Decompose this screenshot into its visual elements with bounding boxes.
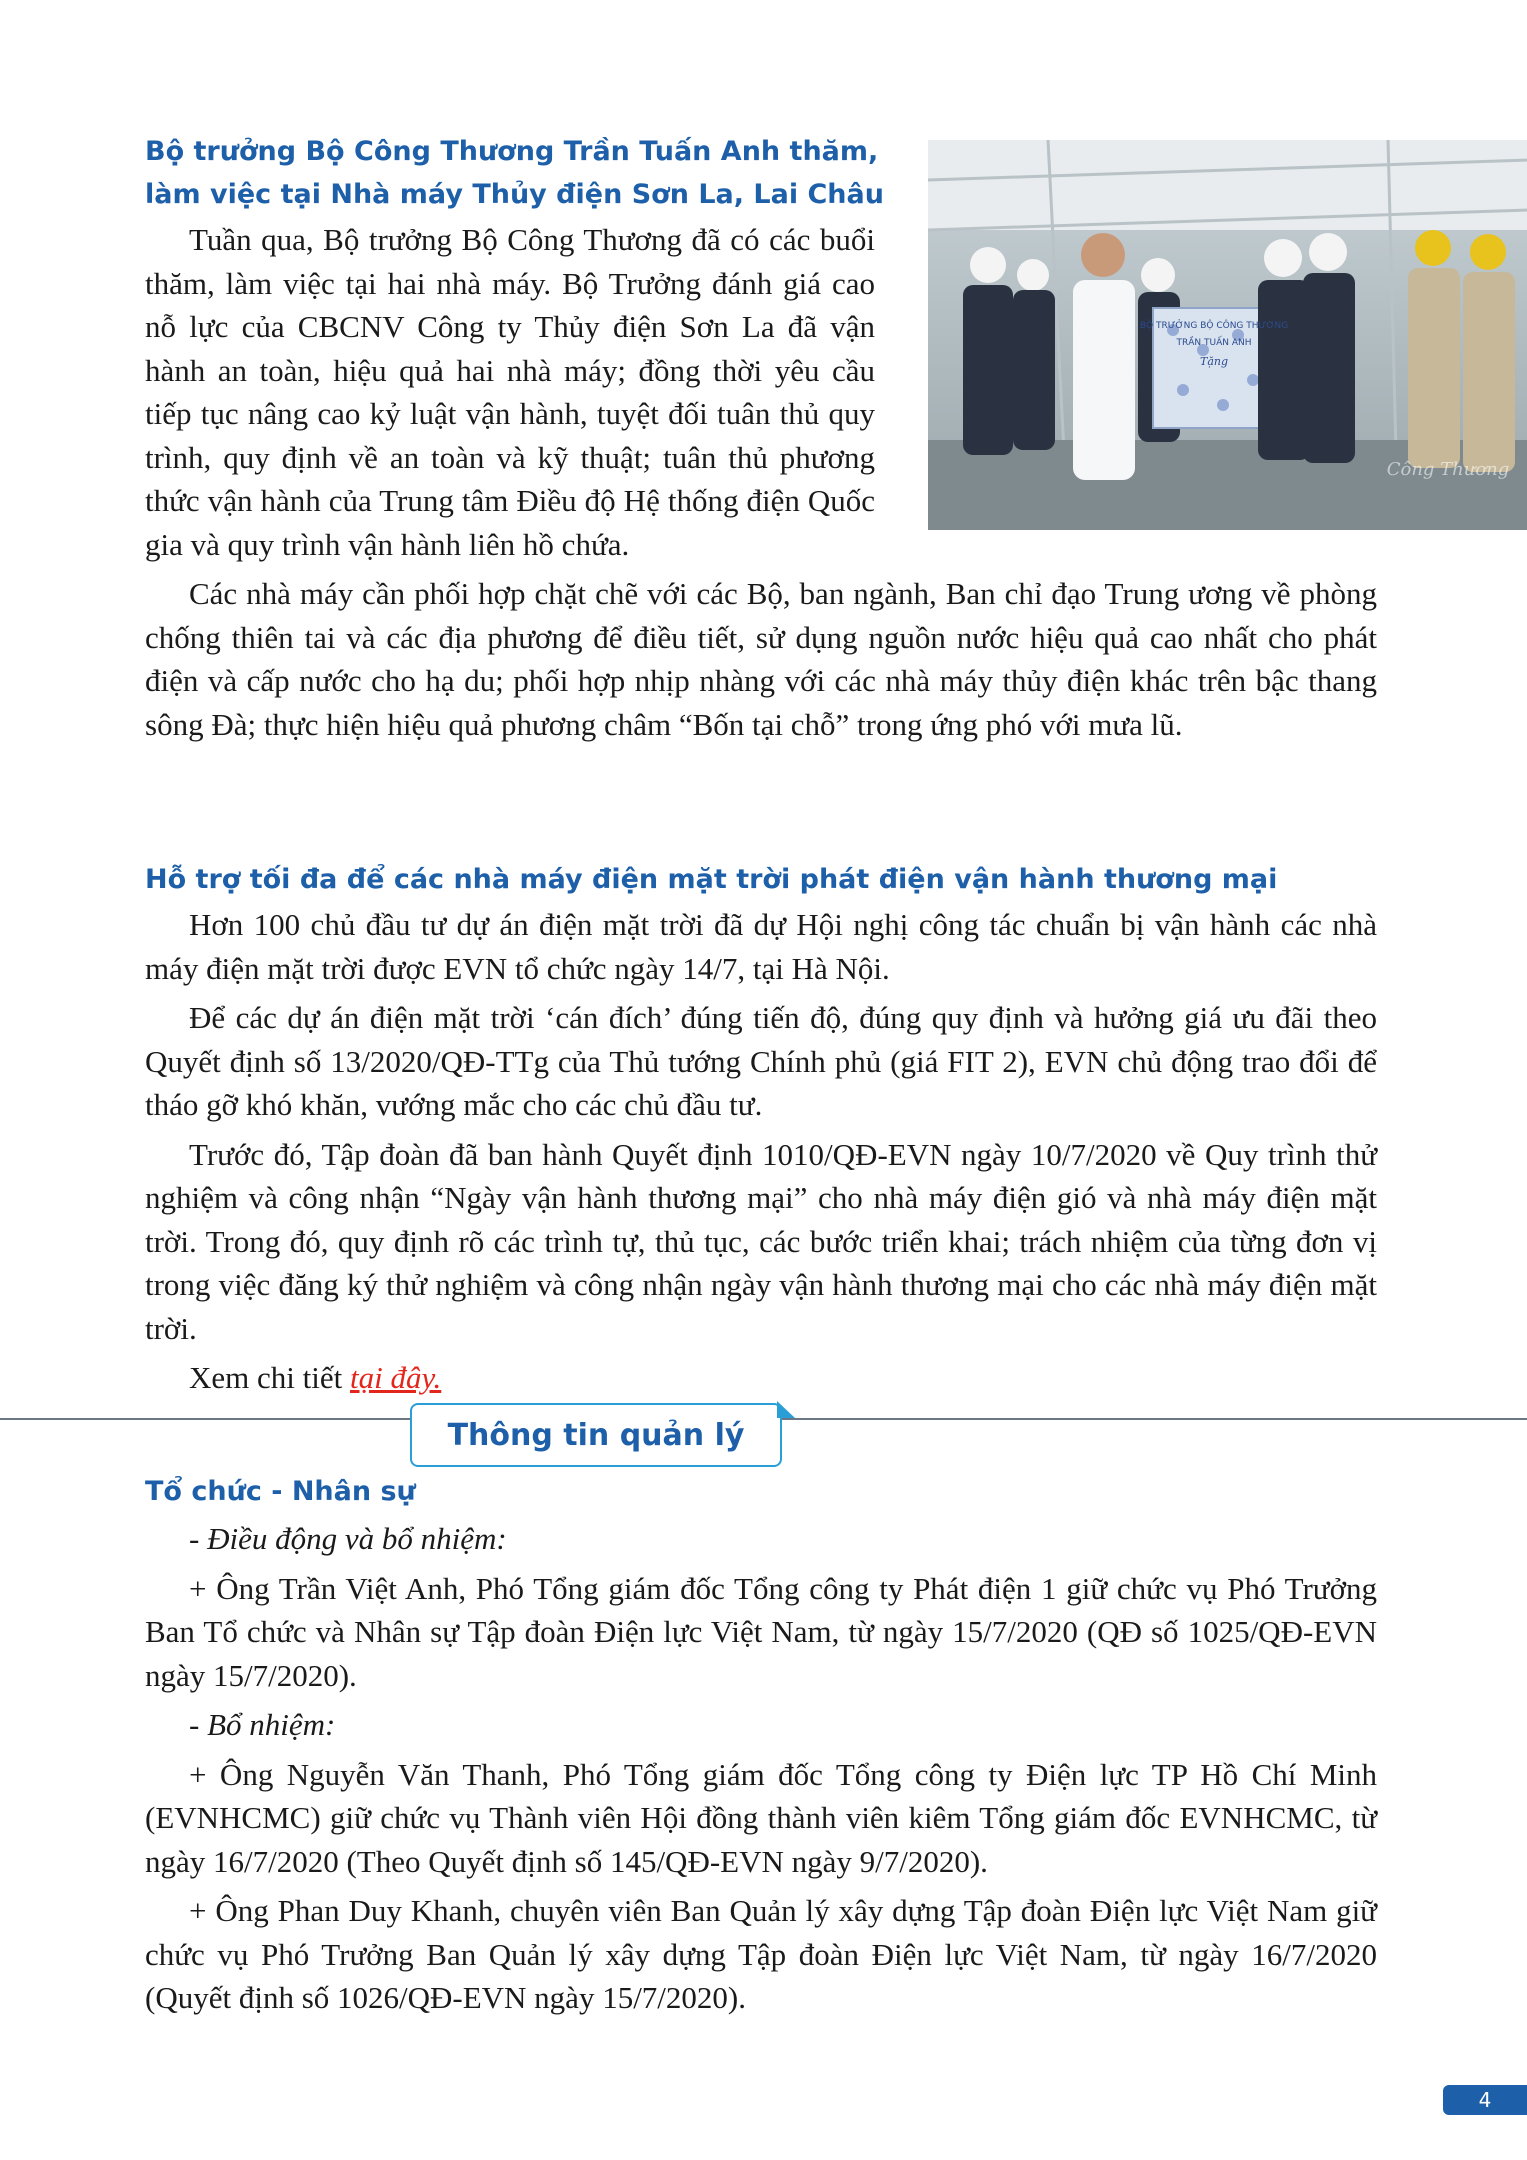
see-more-prefix: Xem chi tiết [189,1360,350,1395]
photo-box-text: Tặng [1199,355,1229,368]
see-more-line [145,1356,1377,1400]
article-paragraph: Trước đó, Tập đoàn đã ban hành Quyết định 1010/QĐ-EVN ngày 10/7/2020 về Quy trình thử nghiệm và công nhận “Ngày vận hành thương mại” cho nhà máy điện gió và nhà máy điện mặt trời. Trong đó, quy định rõ các trình tự, thủ tục, các bước triển khai; trách nhiệm của từng đơn vị trong việc đăng ký thử nghiệm và công nhận ngày vận hành thương mại cho các nhà máy điện mặt trời. [145,1136,1377,1346]
page-number: 4 [1478,2088,1492,2112]
article-paragraph: + Ông Trần Việt Anh, Phó Tổng giám đốc Tổng công ty Phát điện 1 giữ chức vụ Phó Trưởng Ban Tổ chức và Nhân sự Tập đoàn Điện lực Việt Nam, từ ngày 15/7/2020 (QĐ số 1025/QĐ-EVN ngày 15/7/2020). [145,1570,1377,1693]
sub-heading: - Bổ nhiệm: [189,1707,336,1742]
article-paragraph: Để các dự án điện mặt trời ‘cán đích’ đúng tiến độ, đúng quy định và hưởng giá ưu đãi theo Quyết định số 13/2020/QĐ-TTg của Thủ tướng Chính phủ (giá FIT 2), EVN chủ động trao đổi để tháo gỡ khó khăn, vướng mắc cho các chủ đầu tư. [145,1000,1377,1122]
see-more-link[interactable]: tại đây. [349,1360,442,1395]
article-photo [928,140,1527,530]
article-title-line1: Bộ trưởng Bộ Công Thương Trần Tuấn Anh thăm, [145,136,879,167]
article-paragraph: Các nhà máy cần phối hợp chặt chẽ với các Bộ, ban ngành, Ban chỉ đạo Trung ương về phòng chống thiên tai và các địa phương để điều tiết, sử dụng nguồn nước hiệu quả cao nhất cho phát điện và cấp nước cho hạ du; phối hợp nhịp nhàng với các nhà máy thủy điện khác trên bậc thang sông Đà; thực hiện hiệu quả phương châm “Bốn tại chỗ” trong ứng phó với mưa lũ. [145,576,1377,742]
page-number-tab [1443,2085,1527,2115]
photo-watermark: Công Thương [1386,459,1510,480]
sub-heading: - Điều động và bổ nhiệm: [189,1521,507,1556]
article-title: Hỗ trợ tối đa để các nhà máy điện mặt trời phát điện vận hành thương mại [145,864,1278,895]
article-paragraph: Tuần qua, Bộ trưởng Bộ Công Thương đã có các buổi thăm, làm việc tại hai nhà máy. Bộ Trưởng đánh giá cao nỗ lực của CBCNV Công ty Thủy điện Sơn La đã vận hành an toàn, hiệu quả hai nhà máy; đồng thời yêu cầu tiếp tục nâng cao kỷ luật vận hành, tuyệt đối tuân thủ quy trình, quy định về an toàn và kỹ thuật; tuân thủ phương thức vận hành của Trung tâm Điều độ Hệ thống điện Quốc gia và quy trình vận hành liên hồ chứa. [145,222,875,562]
article-title: Tổ chức - Nhân sự [145,1476,416,1507]
section-banner [410,1403,782,1467]
photo-illustration [928,140,1527,530]
photo-box-text: TRẦN TUẤN ANH [1176,338,1252,348]
article-paragraph: + Ông Nguyễn Văn Thanh, Phó Tổng giám đốc Tổng công ty Điện lực TP Hồ Chí Minh (EVNHCMC) giữ chức vụ Thành viên Hội đồng thành viên kiêm Tổng giám đốc EVNHCMC, từ ngày 16/7/2020 (Theo Quyết định số 145/QĐ-EVN ngày 9/7/2020). [145,1756,1377,1879]
article-paragraph: Hơn 100 chủ đầu tư dự án điện mặt trời đã dự Hội nghị công tác chuẩn bị vận hành các nhà máy điện mặt trời được EVN tổ chức ngày 14/7, tại Hà Nội. [145,907,1377,986]
article-title-line2: làm việc tại Nhà máy Thủy điện Sơn La, Lai Châu [145,179,884,210]
article-personnel [145,1470,1377,2020]
banner-tip-icon [777,1401,797,1419]
photo-box-text: BỘ TRƯỞNG BỘ CÔNG THƯƠNG [1139,321,1289,331]
section-banner-title: Thông tin quản lý [447,1417,745,1453]
article-paragraph: + Ông Phan Duy Khanh, chuyên viên Ban Quản lý xây dựng Tập đoàn Điện lực Việt Nam giữ chức vụ Phó Trưởng Ban Quản lý xây dựng Tập đoàn Điện lực Việt Nam, từ ngày 16/7/2020 (Quyết định số 1026/QĐ-EVN ngày 15/7/2020). [145,1893,1377,2015]
article-solar-plants [145,858,1377,1400]
